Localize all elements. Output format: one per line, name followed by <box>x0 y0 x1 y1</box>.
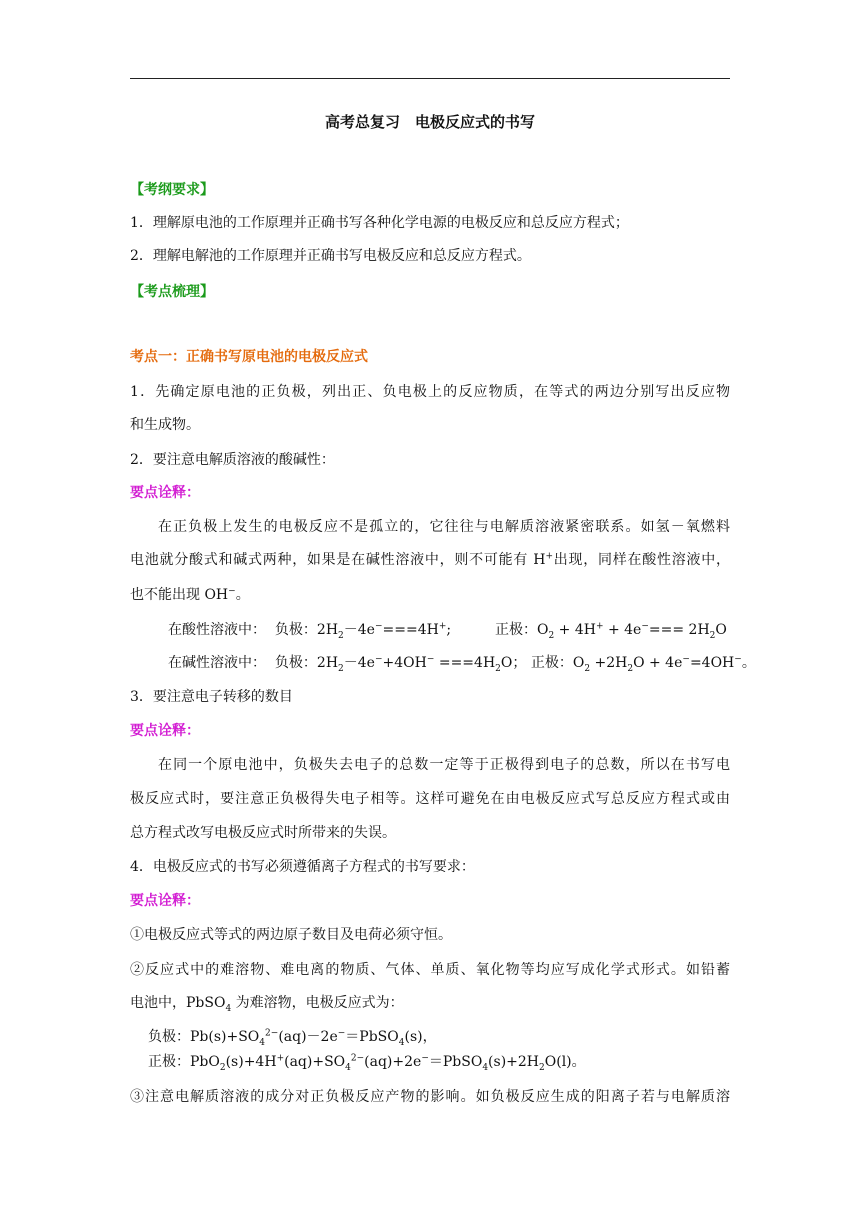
lead-negative-equation: 负极：$Pb(s)+SO_4^{2-}(aq)-2e^-=PbSO_4(s)$， <box>148 1028 437 1048</box>
note2-line1: 在同一个原电池中，负极失去电子的总数一定等于正极得到电子的总数，所以在书写电 <box>158 757 730 773</box>
step1-line1: 1．先确定原电池的正负极，列出正、负电极上的反应物质，在等式的两边分别写出反应物 <box>130 384 730 400</box>
rule2-line1: ②反应式中的难溶物、难电离的物质、气体、单质、氧化物等均应写成化学式形式。如铅蓄 <box>130 962 730 978</box>
note2-line3: 总方程式改写电极反应式时所带来的失误。 <box>130 825 396 841</box>
acid-equations: 在酸性溶液中： 负极：$2H_2-4e^-===4H^+$; 正极：$O_2 + 4H^+ + 4e^-=== 2H_2O$ <box>168 621 727 641</box>
point1-heading: 考点一：正确书写原电池的电极反应式 <box>130 349 368 365</box>
note1-line2: 电池就分酸式和碱式两种，如果是在碱性溶液中，则不可能有 H+出现，同样在酸性溶液中， <box>130 551 730 568</box>
header-rule <box>130 78 730 79</box>
note-label-2: 要点诠释： <box>130 723 200 739</box>
note2-line2: 极反应式时，要注意正负极得失电子相等。这样可避免在由电极反应式写总反应方程式或由 <box>130 791 730 807</box>
rule2-line2: 电池中，PbSO$_4$ 为难溶物，电极反应式为： <box>130 995 404 1014</box>
alkaline-equations: 在碱性溶液中： 负极：$2H_2-4e^-+4OH^- ===4H_2O$； 正极：$O_2 +2H_2O + 4e^-=4OH^-$。 <box>168 654 756 674</box>
note1-line3: 也不能出现 OH−。 <box>130 586 250 603</box>
step2: 2．要注意电解质溶液的酸碱性： <box>130 452 335 468</box>
rule3-line1: ③注意电解质溶液的成分对正负极反应产物的影响。如负极反应生成的阳离子若与电解质溶 <box>130 1089 730 1105</box>
rule1: ①电极反应式等式的两边原子数目及电荷必须守恒。 <box>130 927 452 943</box>
page-title: 高考总复习 电极反应式的书写 <box>324 113 535 131</box>
lead-positive-equation: 正极：$PbO_2(s)+4H^+(aq)+SO_4^{2-}(aq)+2e^-=PbSO_4(s)+2H_2O(l)$。 <box>148 1053 586 1073</box>
kaogang-item-1: 1．理解原电池的工作原理并正确书写各种化学电源的电极反应和总反应方程式； <box>130 215 629 231</box>
note-label-3: 要点诠释： <box>130 893 200 909</box>
kaogang-item-2: 2．理解电解池的工作原理并正确书写电极反应和总反应方程式。 <box>130 248 531 264</box>
step1-line2: 和生成物。 <box>130 417 200 433</box>
kaogang-heading: 【考纲要求】 <box>130 182 214 198</box>
step3: 3．要注意电子转移的数目 <box>130 689 293 705</box>
note-label-1: 要点诠释： <box>130 485 200 501</box>
step4: 4．电极反应式的书写必须遵循离子方程式的书写要求： <box>130 859 475 875</box>
note1-line1: 在正负极上发生的电极反应不是孤立的，它往往与电解质溶液紧密联系。如氢－氧燃料 <box>158 519 730 535</box>
kaodian-heading: 【考点梳理】 <box>130 284 214 300</box>
